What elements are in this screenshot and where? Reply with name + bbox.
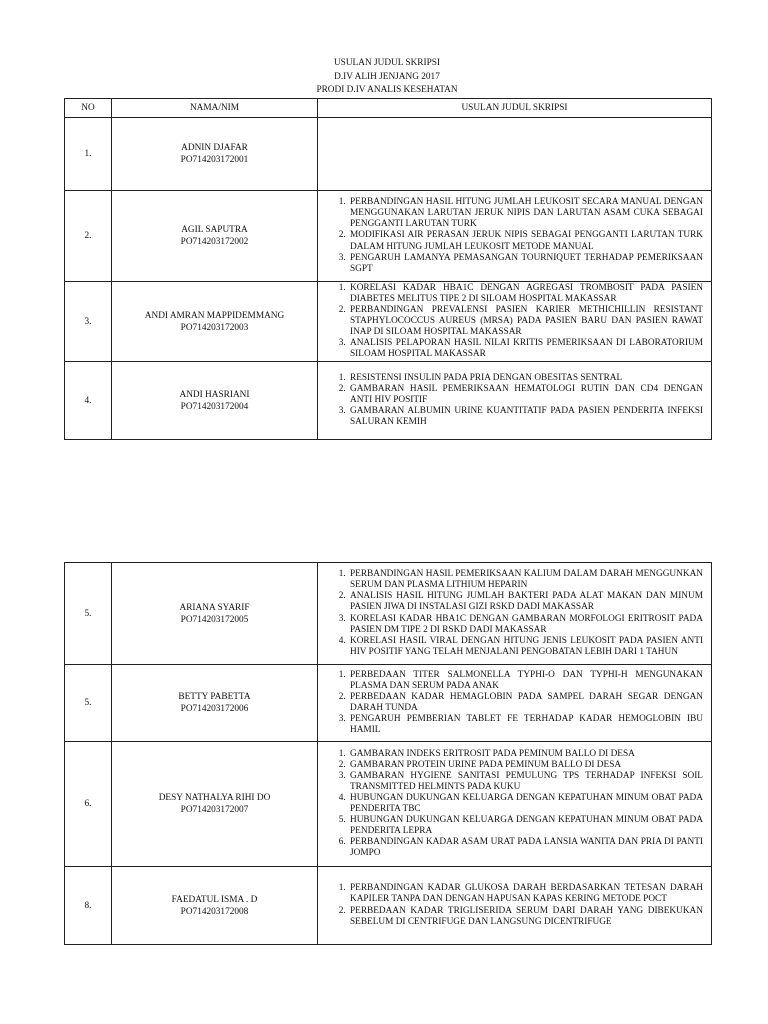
proposed-title: 5. HUBUNGAN DUKUNGAN KELUARGA DENGAN KEPATUHAN MINUM OBAT PADA PENDERITA LEPRA (348, 815, 703, 837)
column-header-no: NO (65, 99, 112, 118)
column-header-name: NAMA/NIM (112, 99, 318, 118)
row-number: 5. (65, 563, 112, 665)
header-cohort: D.IV ALIH JENJANG 2017 (334, 71, 440, 82)
student-name: ARIANA SYARIF (179, 602, 250, 613)
proposed-title: 2. GAMBARAN PROTEIN URINE PADA PEMINUM BALLO DI DESA (348, 760, 703, 771)
proposed-title: 1. PERBANDINGAN HASIL PEMERIKSAAN KALIUM DALAM DARAH MENGGUNKAN SERUM DAN PLASMA LITHIUM HEPARIN (348, 569, 703, 591)
student-nim: PO714203172005 (180, 614, 249, 625)
proposed-title: 4. KORELASI HASIL VIRAL DENGAN HITUNG JENIS LEUKOSIT PADA PASIEN ANTI HIV POSITIF YANG TELAH MENJALANI PENGOBATAN LEBIH DARI 1 TAHUN (348, 636, 703, 658)
student-cell (112, 563, 318, 665)
table-row (65, 665, 712, 742)
proposed-titles-cell (318, 742, 712, 867)
row-number: 3. (65, 282, 112, 362)
header-program: PRODI D.IV ANALIS KESEHATAN (316, 85, 458, 95)
proposed-titles-cell (318, 867, 712, 945)
proposed-title: 1. PERBANDINGAN HASIL HITUNG JUMLAH LEUKOSIT SECARA MANUAL DENGAN MENGGUNAKAN LARUTAN JERUK NIPIS DAN LARUTAN ASAM CUKA SEBAGAI PENGGANTI LARUTAN TURK (348, 197, 703, 230)
proposed-title: 3. PENGARUH PEMBERIAN TABLET FE TERHADAP KADAR HEMOGLOBIN IBU HAMIL (348, 714, 703, 736)
student-nim: PO714203172002 (180, 237, 249, 247)
proposed-title: 2. MODIFIKASI AIR PERASAN JERUK NIPIS SEBAGAI PENGGANTI LARUTAN TURK DALAM HITUNG JUMLAH LEUKOSIT METODE MANUAL (348, 230, 703, 252)
student-nim: PO714203172001 (180, 155, 249, 165)
row-number: 1. (65, 118, 112, 191)
proposed-title: 2. PERBEDAAN KADAR TRIGLISERIDA SERUM DARI DARAH YANG DIBEKUKAN SEBELUM DI CENTRIFUGE DAN LANGSUNG DICENTRIFUGE (348, 906, 703, 928)
student-cell (112, 665, 318, 742)
proposed-title: 6. PERBANDINGAN KADAR ASAM URAT PADA LANSIA WANITA DAN PRIA DI PANTI JOMPO (348, 837, 703, 859)
proposed-titles-list (318, 749, 711, 860)
table-row (65, 118, 712, 191)
table-row (65, 191, 712, 282)
proposed-title: 2. GAMBARAN HASIL PEMERIKSAAN HEMATOLOGI RUTIN DAN CD4 DENGAN ANTI HIV POSITIF (348, 384, 703, 406)
proposed-title: 3. PENGARUH LAMANYA PEMASANGAN TOURNIQUET TERHADAP PEMERIKSAAN SGPT (348, 253, 703, 275)
proposed-title: 3. GAMBARAN HYGIENE SANITASI PEMULUNG TPS TERHADAP INFEKSI SOIL TRANSMITTED HELMINTS PADA KUKU (348, 771, 703, 793)
student-nim: PO714203172004 (180, 401, 249, 412)
proposed-title: 2. PERBANDINGAN PREVALENSI PASIEN KARIER METHICHILLIN RESISTANT STAPHYLOCOCCUS AUREUS (MRSA) PADA PASIEN BARU DAN PASIEN RAWAT INAP DI SILOAM HOSPITAL MAKASSAR (348, 305, 703, 338)
proposed-titles-cell (318, 362, 712, 440)
student-nim: PO714203172006 (180, 704, 249, 714)
table-row (65, 362, 712, 440)
student-name: ANDI AMRAN MAPPIDEMMANG (144, 310, 285, 321)
proposed-title: 1. GAMBARAN INDEKS ERITROSIT PADA PEMINUM BALLO DI DESA (348, 749, 703, 760)
student-name: BETTY PABETTA (178, 692, 251, 702)
proposed-title: 1. PERBANDINGAN KADAR GLUKOSA DARAH BERDASARKAN TETESAN DARAH KAPILER TANPA DAN DENGAN HAPUSAN KAPAS KERING METODE POCT (348, 883, 703, 905)
proposed-title: 2. PERBEDAAN KADAR HEMAGLOBIN PADA SAMPEL DARAH SEGAR DENGAN DARAH TUNDA (348, 692, 703, 714)
proposed-titles-cell (318, 563, 712, 665)
column-header-titles: USULAN JUDUL SKRIPSI (318, 99, 712, 118)
table-row (65, 742, 712, 867)
table-body (65, 118, 712, 440)
thesis-table-part-2 (64, 562, 712, 945)
student-nim: PO714203172007 (180, 805, 249, 815)
row-number: 5. (65, 665, 112, 742)
student-name: ADNIN DJAFAR (181, 143, 248, 153)
student-name: AGIL SAPUTRA (181, 225, 248, 235)
proposed-titles-list (318, 670, 711, 737)
student-cell (112, 742, 318, 867)
student-cell (112, 867, 318, 945)
proposed-titles-list (318, 883, 711, 927)
proposed-title: 3. ANALISIS PELAPORAN HASIL NILAI KRITIS PEMERIKSAAN DI LABORATORIUM SILOAM HOSPITAL MAKASSAR (348, 338, 703, 360)
document-header (64, 57, 710, 98)
student-name: DESY NATHALYA RIHI DO (158, 793, 271, 803)
student-nim: PO714203172008 (180, 906, 249, 917)
proposed-title: 1. KORELASI KADAR HBA1C DENGAN AGREGASI TROMBOSIT PADA PASIEN DIABETES MELITUS TIPE 2 DI SILOAM HOSPITAL MAKASSAR (348, 283, 703, 305)
table-body (65, 563, 712, 945)
header-title: USULAN JUDUL SKRIPSI (333, 58, 441, 68)
table-header-row (65, 99, 712, 118)
student-nim: PO714203172003 (180, 322, 249, 333)
proposed-title: 1. RESISTENSI INSULIN PADA PRIA DENGAN OBESITAS SENTRAL (348, 373, 703, 384)
student-name: ANDI HASRIANI (179, 389, 250, 400)
student-cell (112, 118, 318, 191)
proposed-title: 3. GAMBARAN ALBUMIN URINE KUANTITATIF PADA PASIEN PENDERITA INFEKSI SALURAN KEMIH (348, 406, 703, 428)
student-cell (112, 191, 318, 282)
row-number: 4. (65, 362, 112, 440)
row-number: 6. (65, 742, 112, 867)
table-row (65, 282, 712, 362)
proposed-titles-list (318, 283, 711, 361)
proposed-titles-cell (318, 282, 712, 362)
proposed-title: 3. KORELASI KADAR HBA1C DENGAN GAMBARAN MORFOLOGI ERITROSIT PADA PASIEN DM TIPE 2 DI RSKD DADI MAKASSAR (348, 614, 703, 636)
proposed-titles-list (318, 569, 711, 658)
proposed-title: 2. ANALISIS HASIL HITUNG JUMLAH BAKTERI PADA ALAT MAKAN DAN MINUM PASIEN JIWA DI INSTALASI GIZI RSKD DADI MAKASSAR (348, 591, 703, 613)
row-number: 2. (65, 191, 112, 282)
thesis-table-part-1 (64, 98, 712, 440)
row-number: 8. (65, 867, 112, 945)
student-cell (112, 282, 318, 362)
proposed-titles-cell (318, 191, 712, 282)
proposed-titles-cell (318, 665, 712, 742)
table-row (65, 563, 712, 665)
proposed-titles-list (318, 197, 711, 275)
proposed-titles-cell (318, 118, 712, 191)
table-row (65, 867, 712, 945)
student-name: FAEDATUL ISMA . D (171, 894, 258, 905)
student-cell (112, 362, 318, 440)
proposed-title: 4. HUBUNGAN DUKUNGAN KELUARGA DENGAN KEPATUHAN MINUM OBAT PADA PENDERITA TBC (348, 793, 703, 815)
proposed-title: 1. PERBEDAAN TITER SALMONELLA TYPHI-O DAN TYPHI-H MENGUNAKAN PLASMA DAN SERUM PADA ANAK (348, 670, 703, 692)
proposed-titles-list (318, 373, 711, 428)
